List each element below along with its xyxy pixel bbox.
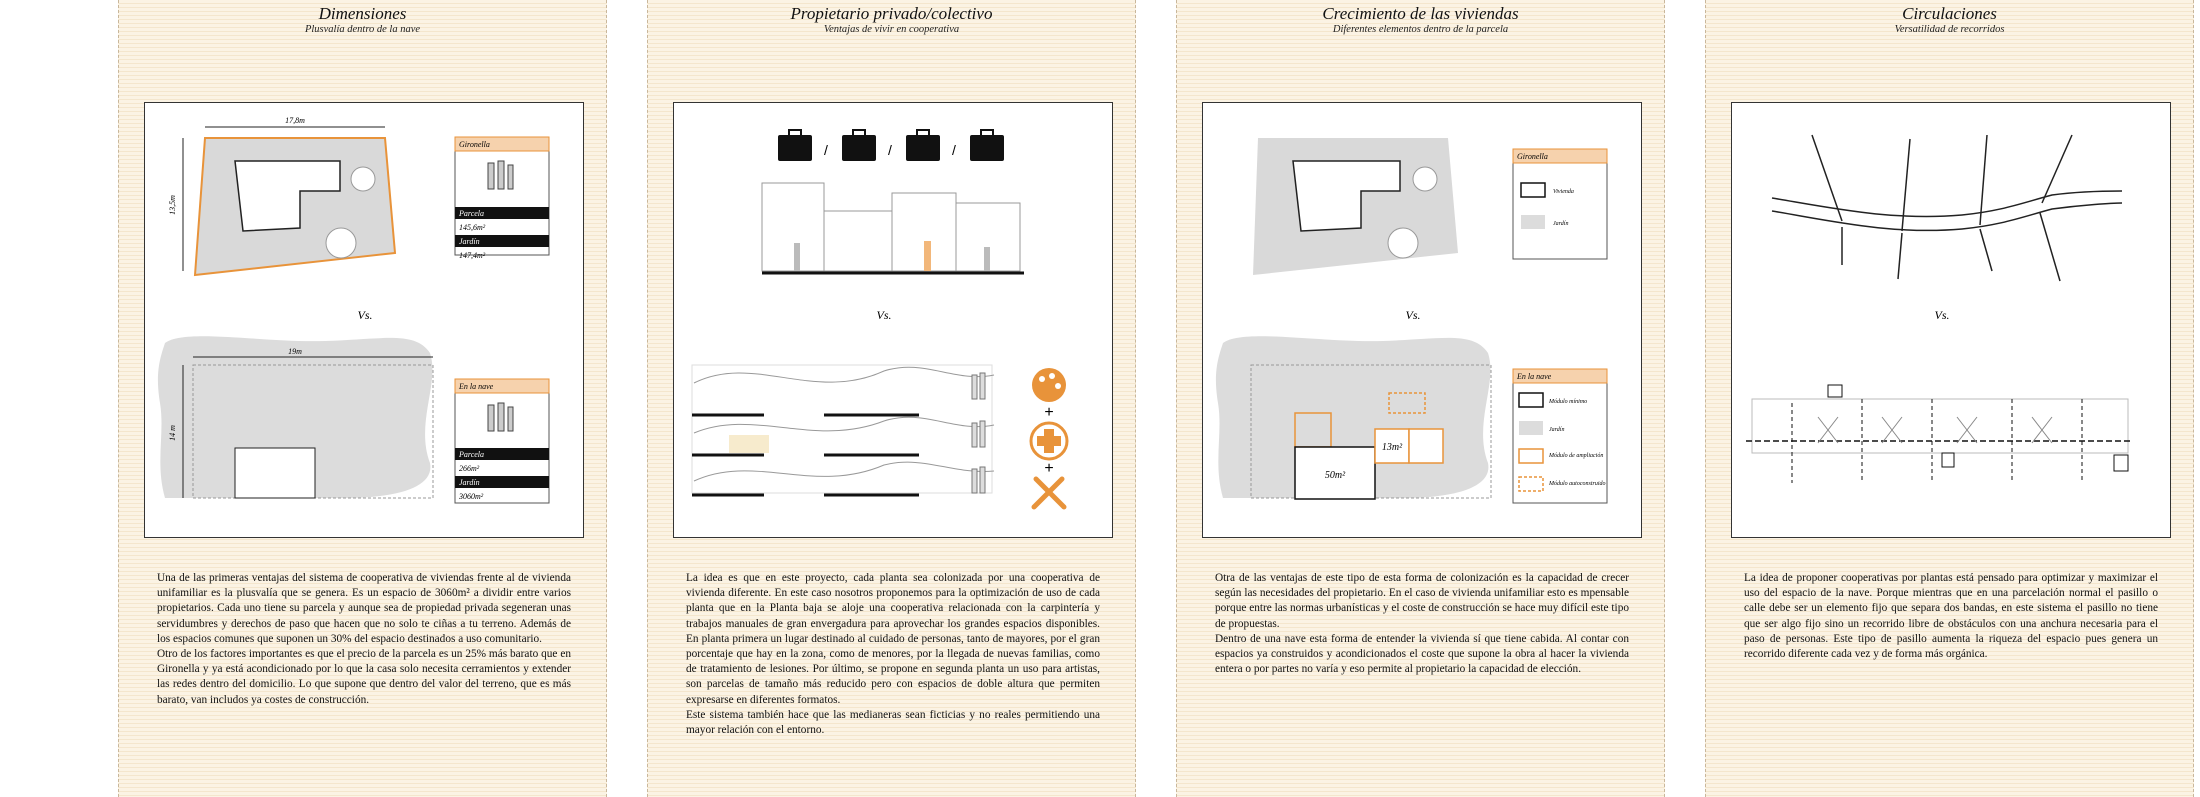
- paragraph: Otro de los factores importantes es que el precio de la parcela es un 25% más barato que en Gironella y ya está acondicionado por lo que la casa solo necesita cerramientos y extender las redes dentro del domicilio. Lo que supone que dentro del valor del terreno, que es más barato, van includos ya costes de construcción.: [157, 648, 571, 706]
- dim-height-label: 14 m: [168, 425, 177, 441]
- briefcase-icon: [906, 130, 940, 161]
- legend-parcela-label: Parcela: [459, 450, 485, 459]
- cooperative-diagram: [674, 103, 1114, 539]
- column-dimensiones: [118, 0, 607, 797]
- legend-swatch: [1519, 449, 1543, 463]
- medical-cross-icon: [1031, 423, 1067, 459]
- separator-icon: /: [952, 142, 956, 158]
- briefcase-icon: [778, 130, 812, 161]
- area-label: 13m²: [1381, 442, 1403, 453]
- person-figure: [984, 247, 990, 271]
- separator-icon: /: [824, 142, 828, 158]
- vs-label: Vs.: [876, 308, 892, 322]
- column-subtitle: Plusvalía dentro de la nave: [304, 24, 421, 35]
- paragraph: Una de las primeras ventajas del sistema de cooperativa de viviendas frente al de vivienda unifamiliar es la plusvalía que se genera. Es un espacio de 3060m² a dividir entre varios propietarios. Cada uno tiene su parcela y aunque sea de propiedad privada segeneran unas servidumbres y derechos de paso que hacen que no solo te ciñas a tu terreno. Además de los espacios comunes que suponen un 30% del espacio destinados a uso comunitario.: [157, 572, 571, 645]
- legend-title: Gironella: [1517, 152, 1548, 161]
- dim-width-label: 19m: [288, 347, 302, 356]
- paragraph: Otra de las ventajas de este tipo de esta forma de colonización es la capacidad de crecer según las necesidades del propietario. En el caso de vivienda unifamiliar esto es mpensable porque entre las normas urbanísticas y el coste de construcción se hace muy difícil este tipo de propuestas.: [1215, 572, 1629, 630]
- plus-icon: +: [1044, 404, 1054, 421]
- legend-jardin-value: 147,4m²: [459, 251, 486, 260]
- dim-width-label: 17,8m: [285, 116, 305, 125]
- separator-icon: /: [888, 142, 892, 158]
- briefcase-icon: [970, 130, 1004, 161]
- column-title: Crecimiento de las viviendas: [1322, 4, 1519, 23]
- tree-icon: [1388, 228, 1418, 258]
- legend-title: En la nave: [459, 382, 494, 391]
- plus-icon: +: [1044, 460, 1054, 477]
- column-title: Dimensiones: [318, 4, 407, 23]
- diagram-panel: [1731, 102, 2171, 538]
- legend-title: En la nave: [1517, 372, 1552, 381]
- people-icon: [488, 403, 513, 431]
- column-text: [157, 571, 571, 708]
- legend-jardin-value: 3060m²: [459, 492, 484, 501]
- legend-swatch: [1519, 421, 1543, 435]
- legend-jardin-label: Jardín: [459, 478, 480, 487]
- legend-parcela-value: 145,6m²: [459, 223, 486, 232]
- column-subtitle: Ventajas de vivir en cooperativa: [823, 24, 960, 35]
- area-label: 50m²: [1324, 470, 1346, 481]
- column-circulaciones: [1705, 0, 2194, 797]
- tree-icon: [326, 228, 356, 258]
- legend-parcela-value: 266m²: [459, 464, 480, 473]
- column-propietario: [647, 0, 1136, 797]
- diagram-panel: [144, 102, 584, 538]
- nave-house: [235, 448, 315, 498]
- legend-item: Jardín: [1553, 221, 1569, 227]
- column-subtitle: Diferentes elementos dentro de la parcela: [1332, 24, 1509, 35]
- column-subtitle: Versatilidad de recorridos: [1894, 24, 2005, 35]
- column-text: [1215, 571, 1629, 677]
- column-title: Propietario privado/colectivo: [790, 4, 993, 23]
- floor-plan: [1746, 385, 2132, 483]
- legend-item: Vivienda: [1553, 189, 1574, 195]
- vs-label: Vs.: [1405, 308, 1421, 322]
- legend-item: Módulo de ampliación: [1549, 453, 1604, 459]
- column-text: [686, 571, 1100, 738]
- dimensions-diagram: [145, 103, 585, 539]
- expansion-module: [1409, 429, 1443, 463]
- tree-icon: [351, 167, 375, 191]
- circulation-diagram: [1732, 103, 2172, 539]
- palette-icon: [1032, 368, 1066, 402]
- legend-swatch: [1519, 393, 1543, 407]
- legend-item: Módulo mínimo: [1549, 399, 1588, 405]
- legend-swatch: [1521, 183, 1545, 197]
- vs-label: Vs.: [1934, 308, 1950, 322]
- diagram-panel: [1202, 102, 1642, 538]
- column-text: [1744, 571, 2158, 662]
- paragraph: Dentro de una nave esta forma de entender la vivienda sí que tiene cabida. Al contar con espacios ya construidos y acondicionados el coste que supone la obra al hacer la vivienda entera o por partes no varía y eso permite al propietario la capacidad de elección.: [1215, 632, 1629, 676]
- dim-height-label: 13,5m: [168, 195, 177, 215]
- legend-title: Gironella: [459, 140, 490, 149]
- diagram-panel: [673, 102, 1113, 538]
- building-section: [692, 365, 994, 495]
- legend-swatch: [1521, 215, 1545, 229]
- people-icon: [972, 373, 985, 493]
- legend-jardin-label: Jardín: [459, 237, 480, 246]
- paragraph: La idea de proponer cooperativas por plantas está pensado para optimizar y maximizar el uso del espacio de la nave. Porque mientras que en una parcelación normal el pasillo o calle debe ser un elemento fijo que separa dos bandas, en este sistema el pasillo no tiene que ser algo fijo sino un recorrido libre de obstáculos con una anchura necesaria para el paso de personas. Este tipo de pasillo aumenta la riqueza del espacio pues genera un recorrido diferente cada vez y de forma más orgánica.: [1744, 572, 2158, 661]
- legend-swatch: [1519, 477, 1543, 491]
- column-crecimiento: [1176, 0, 1665, 797]
- legend-box: [1513, 149, 1607, 259]
- person-figure: [794, 243, 800, 271]
- growth-diagram: [1203, 103, 1643, 539]
- hammer-icon: [1034, 479, 1064, 507]
- tree-icon: [1413, 167, 1437, 191]
- person-figure: [924, 241, 931, 271]
- legend-parcela-label: Parcela: [459, 209, 485, 218]
- briefcase-icon: [842, 130, 876, 161]
- houses-elevation: [762, 183, 1020, 271]
- legend-item: Jardín: [1549, 427, 1565, 433]
- vs-label: Vs.: [357, 308, 373, 322]
- paragraph: La idea es que en este proyecto, cada planta sea colonizada por una cooperativa de vivienda diferente. En este caso nosotros proponemos para la optimización de uso de cada planta que en la Planta baja se aloje una cooperativa relacionada con la carpintería y trabajos manuales de gran envergadura para aprovechar los grandes espacios disponibles. En planta primera un lugar destinado al cuidado de personas, tanto de mayores, por el gran porcentaje que hay en la zona, como de menores, por la llegada de nuevas familias, como de tratamiento de lesiones. Por último, se propone en segunda planta un uso para artistas, son parcelas de tamaño más reducido pero con espacios de doble altura que permiten expresarse en diferentes formatos.: [686, 572, 1100, 706]
- street-diagram: [1772, 135, 2122, 281]
- people-icon: [488, 161, 513, 189]
- column-title: Circulaciones: [1902, 4, 1997, 23]
- legend-item: Módulo autoconstruido: [1549, 481, 1606, 487]
- paragraph: Este sistema también hace que las medianeras sean ficticias y no reales permitiendo una mayor relación con el entorno.: [686, 708, 1100, 737]
